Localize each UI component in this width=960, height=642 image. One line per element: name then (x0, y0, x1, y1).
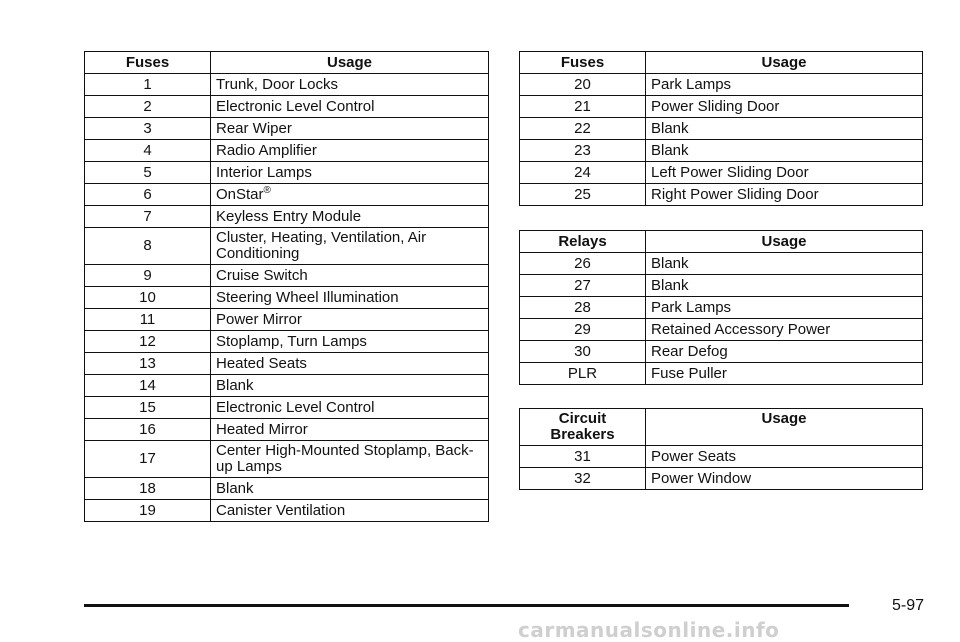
row-number: 11 (85, 309, 211, 331)
row-usage-text: Blank (651, 141, 689, 159)
row-number: 6 (85, 184, 211, 206)
row-usage (211, 74, 489, 96)
row-number: PLR (520, 363, 646, 385)
registered-mark: ® (263, 184, 271, 196)
row-number: 12 (85, 331, 211, 353)
row-usage (211, 162, 489, 184)
table-row (85, 162, 489, 184)
row-usage-text: Blank (651, 276, 689, 294)
row-usage (646, 162, 923, 184)
row-usage (211, 500, 489, 522)
row-usage (646, 297, 923, 319)
column-header-relays: Relays (520, 231, 646, 253)
table-row (85, 397, 489, 419)
table-row (520, 468, 923, 490)
table-row (520, 341, 923, 363)
row-usage (646, 184, 923, 206)
row-usage (211, 206, 489, 228)
table-row (85, 375, 489, 397)
table-row (520, 96, 923, 118)
row-usage-text: Blank (651, 254, 689, 272)
table-row (85, 140, 489, 162)
row-usage (646, 319, 923, 341)
row-number: 32 (520, 468, 646, 490)
page-number: 5-97 (891, 597, 924, 614)
row-usage (211, 375, 489, 397)
table-row (520, 363, 923, 385)
table-row (85, 74, 489, 96)
row-number: 26 (520, 253, 646, 275)
row-number: 21 (520, 96, 646, 118)
table-row (85, 96, 489, 118)
table-row (520, 118, 923, 140)
column-header-fuses: Fuses (85, 52, 211, 74)
relays-table (519, 230, 923, 385)
row-number: 4 (85, 140, 211, 162)
table-row (85, 206, 489, 228)
table-row (85, 265, 489, 287)
table-row (85, 353, 489, 375)
table-header-row (85, 52, 489, 74)
table-row (520, 140, 923, 162)
row-number: 22 (520, 118, 646, 140)
row-usage-text: Electronic Level Control (216, 97, 375, 115)
row-number: 28 (520, 297, 646, 319)
circuit-breakers-table (519, 408, 923, 490)
row-usage-text: Heated Mirror (216, 420, 308, 438)
row-usage-text: OnStar (216, 185, 264, 203)
row-number: 27 (520, 275, 646, 297)
table-header-row (520, 231, 923, 253)
table-row (85, 118, 489, 140)
column-header-usage: Usage (646, 52, 923, 74)
footer-rule (84, 604, 849, 607)
row-usage-text: Power Mirror (216, 310, 302, 328)
row-usage-text: Park Lamps (651, 298, 732, 316)
row-usage-text: Interior Lamps (216, 163, 312, 181)
table-row (520, 74, 923, 96)
row-usage (646, 96, 923, 118)
table-row (85, 309, 489, 331)
row-usage (646, 446, 923, 468)
table-row (520, 253, 923, 275)
row-number: 16 (85, 419, 211, 441)
row-usage-text: Center High-Mounted Stoplamp, Back-up Lamps (216, 442, 474, 475)
row-usage (211, 419, 489, 441)
row-usage (646, 140, 923, 162)
row-usage (211, 397, 489, 419)
row-usage-text: Blank (216, 376, 254, 394)
column-header-circuit-breakers: Circuit Breakers (520, 409, 646, 446)
row-usage-text: Blank (651, 119, 689, 137)
row-usage-text: Power Sliding Door (651, 97, 780, 115)
row-number: 5 (85, 162, 211, 184)
row-number: 18 (85, 478, 211, 500)
row-usage (211, 441, 489, 478)
row-usage-text: Cluster, Heating, Ventilation, Air Conditioning (216, 229, 427, 262)
table-row (520, 446, 923, 468)
fuses-table-left (84, 51, 489, 522)
row-number: 10 (85, 287, 211, 309)
row-usage (646, 118, 923, 140)
row-usage (211, 118, 489, 140)
row-usage-text: Park Lamps (651, 75, 732, 93)
column-header-usage: Usage (211, 52, 489, 74)
row-number: 2 (85, 96, 211, 118)
table-row (520, 184, 923, 206)
row-usage (211, 140, 489, 162)
row-number: 31 (520, 446, 646, 468)
row-number: 30 (520, 341, 646, 363)
column-header-usage: Usage (646, 409, 923, 446)
row-usage-text: Cruise Switch (216, 266, 308, 284)
table-row (85, 287, 489, 309)
table-header-row (520, 409, 923, 446)
row-number: 7 (85, 206, 211, 228)
row-usage-text: Heated Seats (216, 354, 307, 372)
column-header-fuses: Fuses (520, 52, 646, 74)
column-header-usage: Usage (646, 231, 923, 253)
table-row (520, 162, 923, 184)
row-number: 29 (520, 319, 646, 341)
table-header-row (520, 52, 923, 74)
row-usage (646, 468, 923, 490)
row-usage-text: Power Seats (651, 447, 737, 465)
row-usage-text: Steering Wheel Illumination (216, 288, 399, 306)
row-usage (646, 341, 923, 363)
row-number: 25 (520, 184, 646, 206)
row-number: 14 (85, 375, 211, 397)
row-number: 1 (85, 74, 211, 96)
row-usage-text: Keyless Entry Module (216, 207, 362, 225)
row-usage (211, 478, 489, 500)
row-usage-text: Blank (216, 479, 254, 497)
table-row (520, 275, 923, 297)
table-row (85, 184, 489, 206)
row-usage-text: Right Power Sliding Door (651, 185, 819, 203)
row-usage (646, 253, 923, 275)
row-usage-text: Trunk, Door Locks (216, 75, 338, 93)
row-usage-text: Power Window (651, 469, 752, 487)
row-usage (646, 74, 923, 96)
row-usage-text: Fuse Puller (651, 364, 727, 382)
row-number: 13 (85, 353, 211, 375)
row-number: 3 (85, 118, 211, 140)
row-usage-text: Radio Amplifier (216, 141, 317, 159)
row-usage-text: Electronic Level Control (216, 398, 375, 416)
row-usage (211, 96, 489, 118)
row-number: 24 (520, 162, 646, 184)
row-usage-text: Rear Defog (651, 342, 728, 360)
row-usage-text: Stoplamp, Turn Lamps (216, 332, 367, 350)
row-usage (211, 265, 489, 287)
row-usage (211, 184, 489, 206)
row-usage (211, 309, 489, 331)
row-usage-text: Canister Ventilation (216, 501, 346, 519)
row-usage (211, 353, 489, 375)
table-row (520, 319, 923, 341)
row-usage-text: Retained Accessory Power (651, 320, 831, 338)
row-number: 20 (520, 74, 646, 96)
table-row (85, 478, 489, 500)
row-usage (211, 228, 489, 265)
row-usage (646, 363, 923, 385)
row-usage-text: Left Power Sliding Door (651, 163, 809, 181)
row-number: 15 (85, 397, 211, 419)
table-row (85, 441, 489, 478)
row-usage (646, 275, 923, 297)
row-number: 8 (85, 228, 211, 265)
table-row (85, 228, 489, 265)
row-usage (211, 287, 489, 309)
row-number: 19 (85, 500, 211, 522)
table-row (85, 331, 489, 353)
table-row (520, 297, 923, 319)
row-usage (211, 331, 489, 353)
row-number: 23 (520, 140, 646, 162)
row-usage-text: Rear Wiper (216, 119, 292, 137)
watermark: carmanualsonline.info (518, 618, 780, 642)
table-row (85, 500, 489, 522)
row-number: 9 (85, 265, 211, 287)
fuses-table-right (519, 51, 923, 206)
table-row (85, 419, 489, 441)
row-number: 17 (85, 441, 211, 478)
